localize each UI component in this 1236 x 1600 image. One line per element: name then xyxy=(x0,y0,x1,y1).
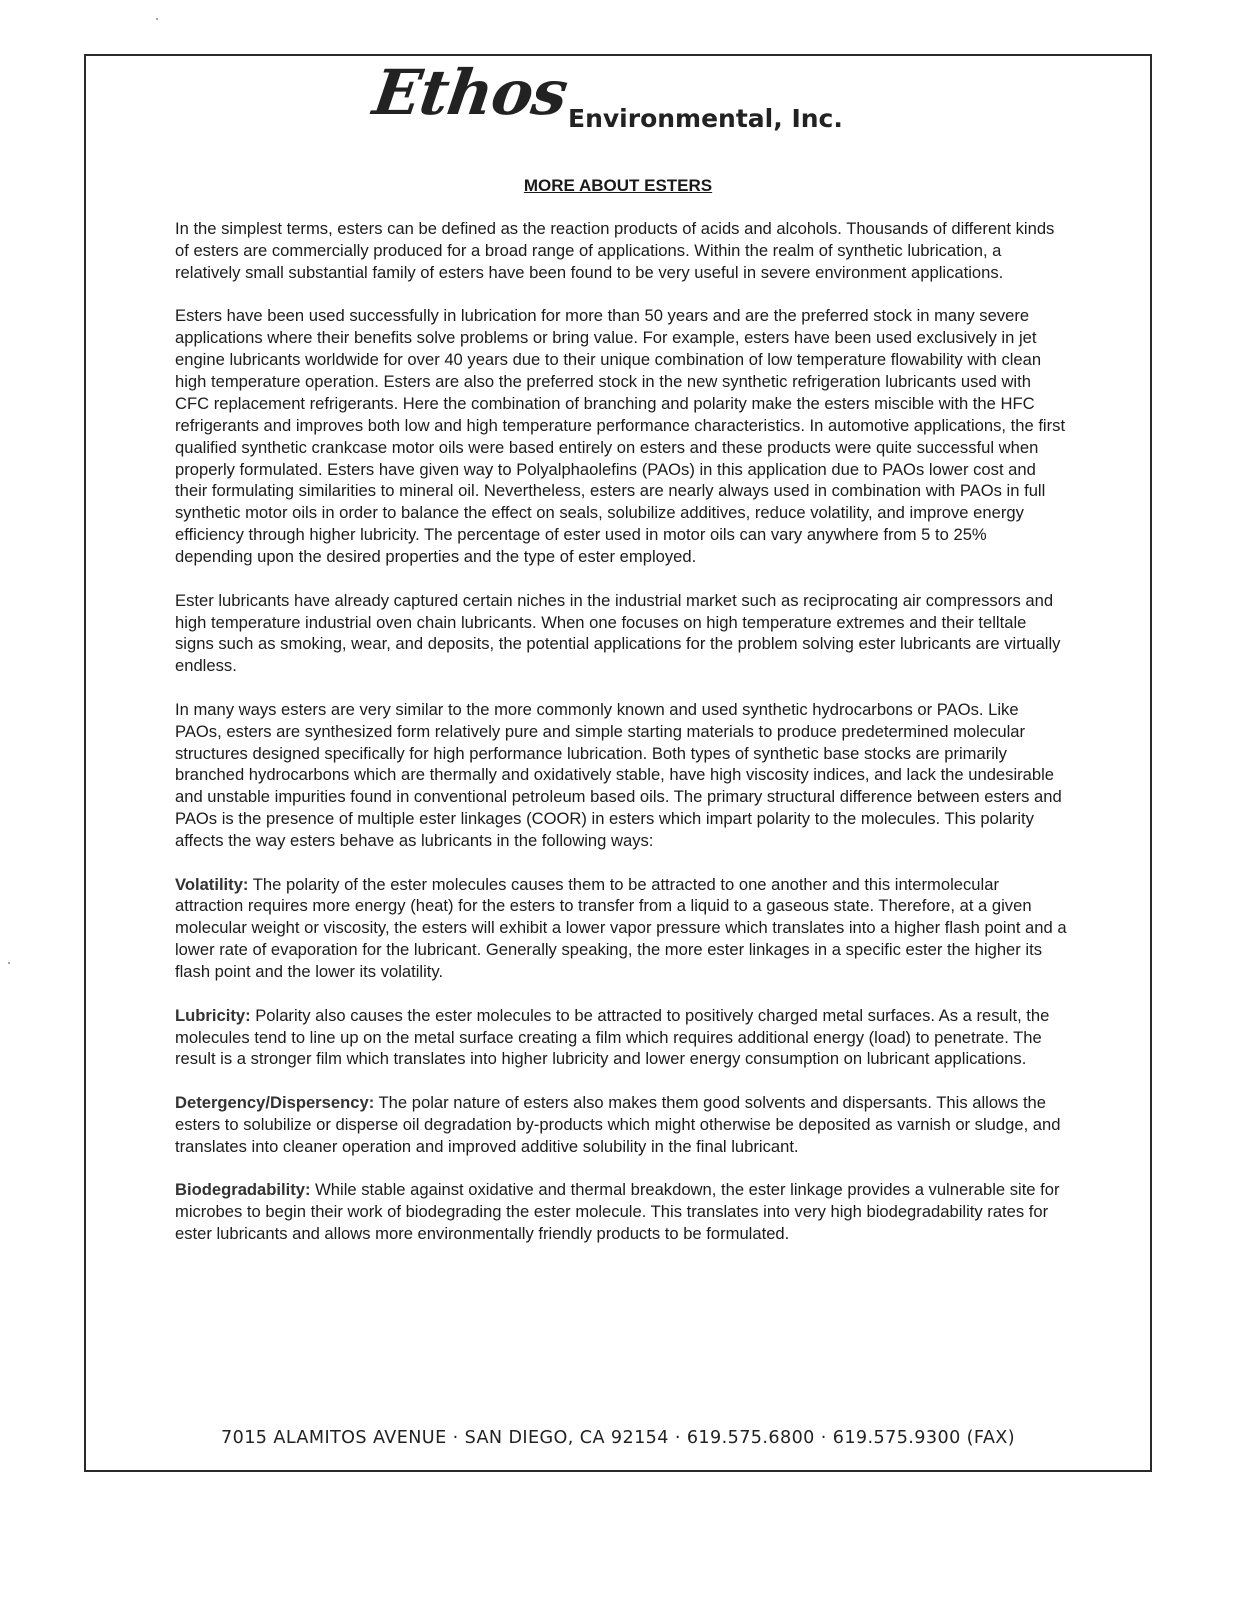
paragraph-comparison: In many ways esters are very similar to the more commonly known and used synthetic hydrocarbons or PAOs. Like PAOs, esters are synthesized form relatively pure and simple starting materials to produce predetermined molecular structures designed specifically for high performance lubrication. Both types of synthetic base stocks are primarily branched hydrocarbons which are thermally and oxidatively stable, have high viscosity indices, and lack the undesirable and unstable impurities found in conventional petroleum based oils. The primary structural difference between esters and PAOs is the presence of multiple ester linkages (COOR) in esters which impart polarity to the molecules. This polarity affects the way esters behave as lubricants in the following ways: xyxy=(175,699,1062,851)
property-volatility xyxy=(175,874,1067,984)
property-detergency xyxy=(175,1092,1067,1158)
property-text: The polar nature of esters also makes them good solvents and dispersants. This allows the esters to solubilize or disperse oil degradation by-products which might otherwise be deposited as varnish or sludge, and translates into cleaner operation and improved additive solubility in the final lubricant. xyxy=(175,1092,1061,1156)
document-body xyxy=(175,218,1067,1266)
scan-speck xyxy=(8,962,10,964)
property-text: Polarity also causes the ester molecules to be attracted to positively charged metal surfaces. As a result, the molecules tend to line up on the metal surface creating a film which requires additional energy (load) to penetrate. The result is a stronger film which translates into higher lubricity and lower energy consumption on lubricant applications. xyxy=(175,1005,1050,1069)
company-name: Environmental, Inc. xyxy=(568,104,843,133)
paragraph-intro: In the simplest terms, esters can be defined as the reaction products of acids and alcohols. Thousands of different kinds of esters are commercially produced for a broad range of applications. Within the realm of synthetic lubrication, a relatively small substantial family of esters have been found to be very useful in severe environment applications. xyxy=(175,219,1055,282)
letterhead xyxy=(0,56,1236,152)
paragraph-industrial: Ester lubricants have already captured certain niches in the industrial market such as reciprocating air compressors and high temperature industrial oven chain lubricants. When one focuses on high temperature extremes and their telltale signs such as smoking, wear, and deposits, the potential applications for the problem solving ester lubricants are virtually endless. xyxy=(175,590,1061,676)
document-title: MORE ABOUT ESTERS xyxy=(523,176,713,195)
footer-address: 7015 ALAMITOS AVENUE · SAN DIEGO, CA 92154 · 619.575.6800 · 619.575.9300 (FAX) xyxy=(221,1428,1015,1448)
property-term: Detergency/Dispersency: xyxy=(175,1092,375,1112)
property-term: Lubricity: xyxy=(175,1005,251,1025)
property-text: While stable against oxidative and thermal breakdown, the ester linkage provides a vulnerable site for microbes to begin their work of biodegrading the ester molecule. This translates into very high biodegradability rates for ester lubricants and allows more environmentally friendly products to be formulated. xyxy=(175,1180,1060,1243)
property-term: Biodegradability: xyxy=(175,1180,311,1200)
property-lubricity xyxy=(175,1005,1067,1071)
paragraph-history: Esters have been used successfully in lubrication for more than 50 years and are the preferred stock in many severe applications where their benefits solve problems or bring value. For example, esters have been used exclusively in jet engine lubricants worldwide for over 40 years due to their unique combination of low temperature flowability with clean high temperature operation. Esters are also the preferred stock in the new synthetic refrigeration lubricants used with CFC replacement refrigerants. Here the combination of branching and polarity make the esters miscible with the HFC refrigerants and improves both low and high temperature performance characteristics. In automotive applications, the first qualified synthetic crankcase motor oils were based entirely on esters and these products were quite successful when properly formulated. Esters have given way to Polyalphaolefins (PAOs) in this application due to PAOs lower cost and their formulating similarities to mineral oil. Nevertheless, esters are nearly always used in combination with PAOs in full synthetic motor oils in order to balance the effect on seals, solubilize additives, reduce volatility, and improve energy efficiency through higher lubricity. The percentage of ester used in motor oils can vary anywhere from 5 to 25% depending upon the desired properties and the type of ester employed. xyxy=(175,306,1066,567)
property-text: The polarity of the ester molecules causes them to be attracted to one another and this intermolecular attraction requires more energy (heat) for the esters to transfer from a liquid to a gaseous state. Therefore, at a given molecular weight or viscosity, the esters will exhibit a lower vapor pressure which translates into a higher flash point and a lower rate of evaporation for the lubricant. Generally speaking, the more ester linkages in a specific ester the higher its flash point and the lower its volatility. xyxy=(175,874,1067,982)
scan-speck xyxy=(156,18,158,20)
property-term: Volatility: xyxy=(175,874,249,894)
company-logo-script: Ethos xyxy=(368,56,572,129)
property-biodegradability xyxy=(175,1179,1067,1245)
